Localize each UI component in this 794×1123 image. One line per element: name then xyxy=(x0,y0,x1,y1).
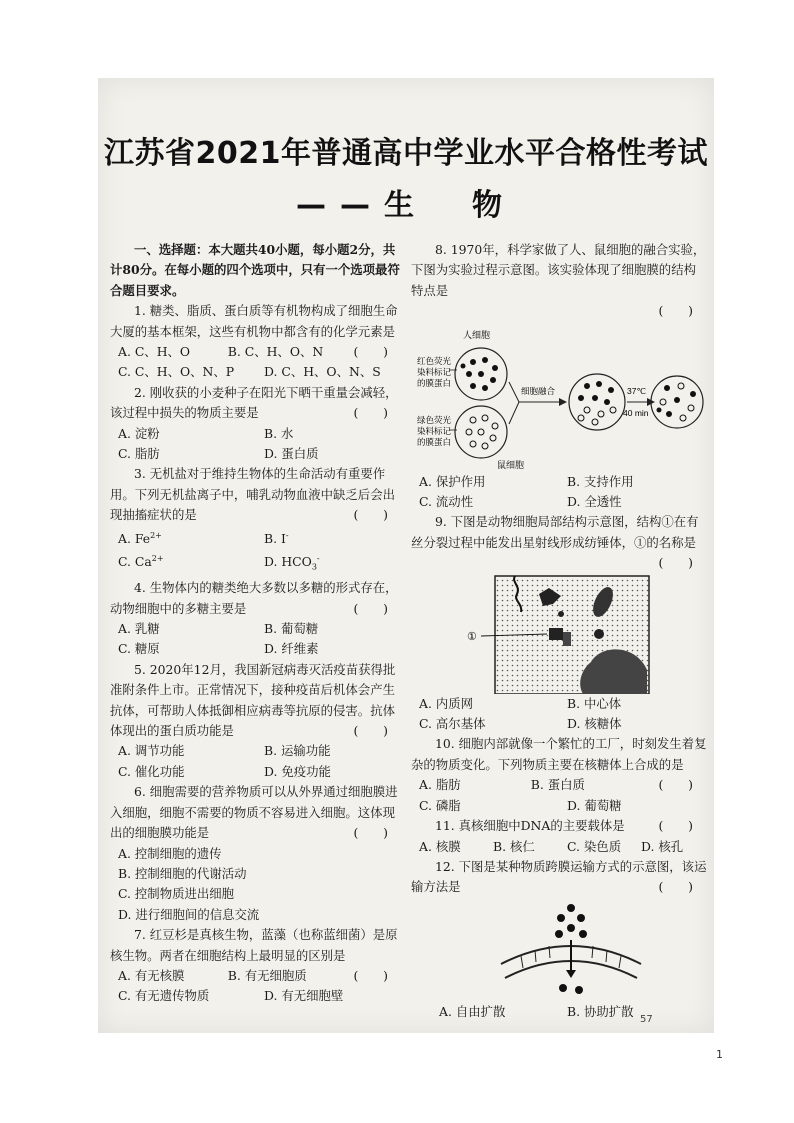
option-d: D. 有无细胞壁 xyxy=(264,988,344,1004)
red-label-line3: 的膜蛋白 xyxy=(417,377,452,388)
option-b: B. 葡萄糖 xyxy=(264,621,319,637)
option-b-text: B. I xyxy=(264,530,286,546)
option-b: B. 水 xyxy=(264,425,294,441)
question-12 xyxy=(411,857,707,898)
options-row xyxy=(411,714,707,734)
option-b: B. 控制细胞的代谢活动 xyxy=(118,865,247,881)
option-d: D. 核糖体 xyxy=(567,716,622,732)
question-5-stem: 5. 2020年12月，我国新冠病毒灭活疫苗获得批准附条件上市。正常情况下，接种疫苗后机体会产生抗体，可帮助人体抵御相应病毒等抗原的侵害。抗体体现出的蛋白质功能是 xyxy=(110,661,396,739)
right-column xyxy=(411,240,707,1022)
option-b: B. 支持作用 xyxy=(567,473,634,489)
option-a: A. 乳糖 xyxy=(118,621,160,637)
answer-blank: ( ) xyxy=(658,818,693,834)
option-b: B. 协助扩散 xyxy=(567,1003,634,1019)
options-row xyxy=(110,741,402,761)
question-11 xyxy=(411,816,707,836)
animal-cell-diagram xyxy=(411,574,707,694)
option-a: A. C、H、O xyxy=(118,344,191,360)
option-d: D. 核孔 xyxy=(641,838,684,854)
question-4-stem: 4. 生物体内的糖类绝大多数以多糖的形式存在，动物细胞中的多糖主要是 xyxy=(110,580,398,616)
cell-fusion-diagram xyxy=(411,322,707,472)
option-d-text: D. HCO xyxy=(264,554,312,570)
mouse-cell-label: 鼠细胞 xyxy=(497,459,525,470)
options-row xyxy=(411,694,707,714)
option-b: B. 有无细胞质 xyxy=(227,967,307,983)
left-column xyxy=(110,240,402,1007)
option-a: A. 调节功能 xyxy=(118,743,185,759)
option-b xyxy=(256,526,402,550)
options-row xyxy=(411,472,707,492)
answer-blank: ( ) xyxy=(353,507,388,523)
options-row xyxy=(411,796,707,816)
red-label-line1: 红色荧光 xyxy=(417,355,452,366)
options-row xyxy=(411,492,707,512)
options-row xyxy=(110,639,402,659)
question-2-stem: 2. 刚收获的小麦种子在阳光下晒干重量会减轻，该过程中损失的物质主要是 xyxy=(110,384,398,421)
options-row xyxy=(110,342,330,362)
option-b: B. 中心体 xyxy=(567,695,622,711)
section-intro: 一、选择题：本大题共40小题，每小题2分，共计80分。在每小题的四个选项中，只有一个选项最符合题目要求。 xyxy=(110,242,400,298)
solute-molecules-inside xyxy=(559,984,583,994)
option-a: A. 核膜 xyxy=(419,838,461,854)
option-a: A. 内质网 xyxy=(419,695,473,711)
options-row xyxy=(110,966,330,986)
figure-membrane-transport xyxy=(411,898,707,1002)
option-b: B. 运输功能 xyxy=(264,743,331,759)
option-a: A. 保护作用 xyxy=(419,473,486,489)
question-1-stem: 1. 糖类、脂质、蛋白质等有机物构成了细胞生命大厦的基本框架，这些有机物中都含有的化学元素是 xyxy=(110,303,398,339)
answer-blank: ( ) xyxy=(353,405,388,421)
exam-subject: ——生 物 xyxy=(296,188,516,223)
option-b: B. 蛋白质 xyxy=(530,777,585,793)
mouse-cell xyxy=(455,406,507,458)
answer-blank: ( ) xyxy=(658,777,693,793)
question-3-stem: 3. 无机盐对于维持生物体的生命活动有重要作用。下列无机盐离子中，哺乳动物血液中缺乏后会出现抽搐症状的是 xyxy=(110,466,395,523)
question-8-stem: 8. 1970年，科学家做了人、鼠细胞的融合实验，下图为实验过程示意图。该实验体现了细胞膜的结构特点是 xyxy=(411,242,706,298)
merge-lines xyxy=(509,382,519,424)
options-row xyxy=(110,424,402,444)
options-row xyxy=(110,549,402,578)
option-d xyxy=(256,549,402,578)
page-number: 1 xyxy=(716,1048,723,1061)
question-12-stem: 12. 下图是某种物质跨膜运输方式的示意图，该运输方法是 xyxy=(411,858,707,895)
final-cell-dots xyxy=(657,383,697,421)
figure-animal-cell xyxy=(411,574,707,694)
green-dots xyxy=(466,415,498,449)
question-9 xyxy=(411,512,707,553)
option-d-charge: - xyxy=(316,554,320,564)
options-row xyxy=(411,837,707,857)
green-label-line1: 绿色荧光 xyxy=(417,414,452,425)
solute-molecules-outside xyxy=(555,904,587,938)
answer-blank: ( ) xyxy=(658,879,693,895)
option-b: B. 核仁 xyxy=(493,838,535,854)
option-c: C. 控制物质进出细胞 xyxy=(118,886,235,902)
question-9-stem: 9. 下图是动物细胞局部结构示意图，结构①在有丝分裂过程中能发出星射线形成纺锤体，①的名称是 xyxy=(411,514,699,550)
scan-corner-mark: 57 xyxy=(640,1014,653,1025)
options-row xyxy=(411,1002,707,1022)
options-row xyxy=(411,775,635,795)
time-label: 40 min xyxy=(623,407,649,418)
options-row xyxy=(110,619,402,639)
green-label-line3: 的膜蛋白 xyxy=(417,436,452,447)
option-d: D. 免疫功能 xyxy=(264,763,331,779)
centriole-icon xyxy=(549,628,563,640)
option-a xyxy=(110,526,256,550)
option-a: A. 淀粉 xyxy=(118,425,160,441)
fusion-label: 细胞融合 xyxy=(521,385,556,396)
red-label-line2: 染料标记 xyxy=(417,366,452,377)
question-5 xyxy=(110,660,402,742)
options-row xyxy=(110,986,402,1006)
option-d: D. 蛋白质 xyxy=(264,446,319,462)
option-c: C. 染色质 xyxy=(567,838,622,854)
options-row xyxy=(110,526,402,550)
option-d: D. 全透性 xyxy=(567,494,622,510)
option-c: C. C、H、O、N、P xyxy=(118,364,235,380)
answer-blank: ( ) xyxy=(353,967,388,983)
options-row xyxy=(110,362,402,382)
option-a: A. 脂肪 xyxy=(419,777,461,793)
option-c: C. 有无遗传物质 xyxy=(118,988,210,1004)
red-dots xyxy=(461,357,499,391)
option-d: D. 纤维素 xyxy=(264,641,319,657)
question-6 xyxy=(110,782,402,843)
option-b-charge: - xyxy=(285,530,289,540)
answer-blank: ( ) xyxy=(658,555,693,571)
answer-blank: ( ) xyxy=(658,303,693,319)
options-row xyxy=(110,762,402,782)
option-c: C. 催化功能 xyxy=(118,763,185,779)
question-7-stem: 7. 红豆杉是真核生物，蓝藻（也称蓝细菌）是原核生物。两者在细胞结构上最明显的区别是 xyxy=(110,927,398,963)
option-d: D. C、H、O、N、S xyxy=(264,364,381,380)
option-c: C. 磷脂 xyxy=(419,797,461,813)
question-2 xyxy=(110,383,402,424)
option-d: D. 葡萄糖 xyxy=(567,797,622,813)
option-c xyxy=(110,549,256,578)
option-c: C. 脂肪 xyxy=(118,446,160,462)
option-c-charge: 2+ xyxy=(151,554,164,564)
question-4 xyxy=(110,578,402,619)
option-b: B. C、H、O、N xyxy=(227,344,324,360)
option-c: C. 高尔基体 xyxy=(419,716,486,732)
question-6-stem: 6. 细胞需要的营养物质可以从外界通过细胞膜进入细胞，细胞不需要的物质不容易进入细胞。这体现出的细胞膜功能是 xyxy=(110,784,398,841)
question-3 xyxy=(110,464,402,525)
option-c: C. 糖原 xyxy=(118,641,160,657)
figure-cell-fusion xyxy=(411,322,707,472)
question-8 xyxy=(411,240,707,301)
question-11-stem: 11. 真核细胞中DNA的主要载体是 xyxy=(435,818,625,834)
option-a: A. 自由扩散 xyxy=(439,1003,506,1019)
temperature-label: 37℃ xyxy=(627,385,647,396)
answer-blank: ( ) xyxy=(353,825,388,841)
exam-title: 江苏省2021年普通高中学业水平合格性考试 xyxy=(104,136,708,171)
answer-blank: ( ) xyxy=(353,600,388,616)
membrane-transport-diagram xyxy=(411,898,707,1002)
option-a-charge: 2+ xyxy=(150,530,162,540)
option-a: A. 控制细胞的遗传 xyxy=(118,845,222,861)
option-c-text: C. Ca xyxy=(118,554,152,570)
option-d: D. 进行细胞间的信息交流 xyxy=(118,906,260,922)
answer-blank: ( ) xyxy=(353,344,388,360)
option-c: C. 流动性 xyxy=(419,494,474,510)
structure-marker: ① xyxy=(467,629,477,643)
options-row xyxy=(110,444,402,464)
fused-cell-dots xyxy=(578,381,616,425)
option-a: A. 有无核膜 xyxy=(118,967,185,983)
option-a-text: A. Fe xyxy=(118,530,151,546)
question-10-stem: 10. 细胞内部就像一个繁忙的工厂，时刻发生着复杂的物质变化。下列物质主要在核糖体上合成的是 xyxy=(411,736,707,772)
answer-blank: ( ) xyxy=(353,723,388,739)
option-d-subscript: 3 xyxy=(311,562,317,572)
green-label-line2: 染料标记 xyxy=(417,425,452,436)
human-cell-label: 人细胞 xyxy=(463,329,491,340)
